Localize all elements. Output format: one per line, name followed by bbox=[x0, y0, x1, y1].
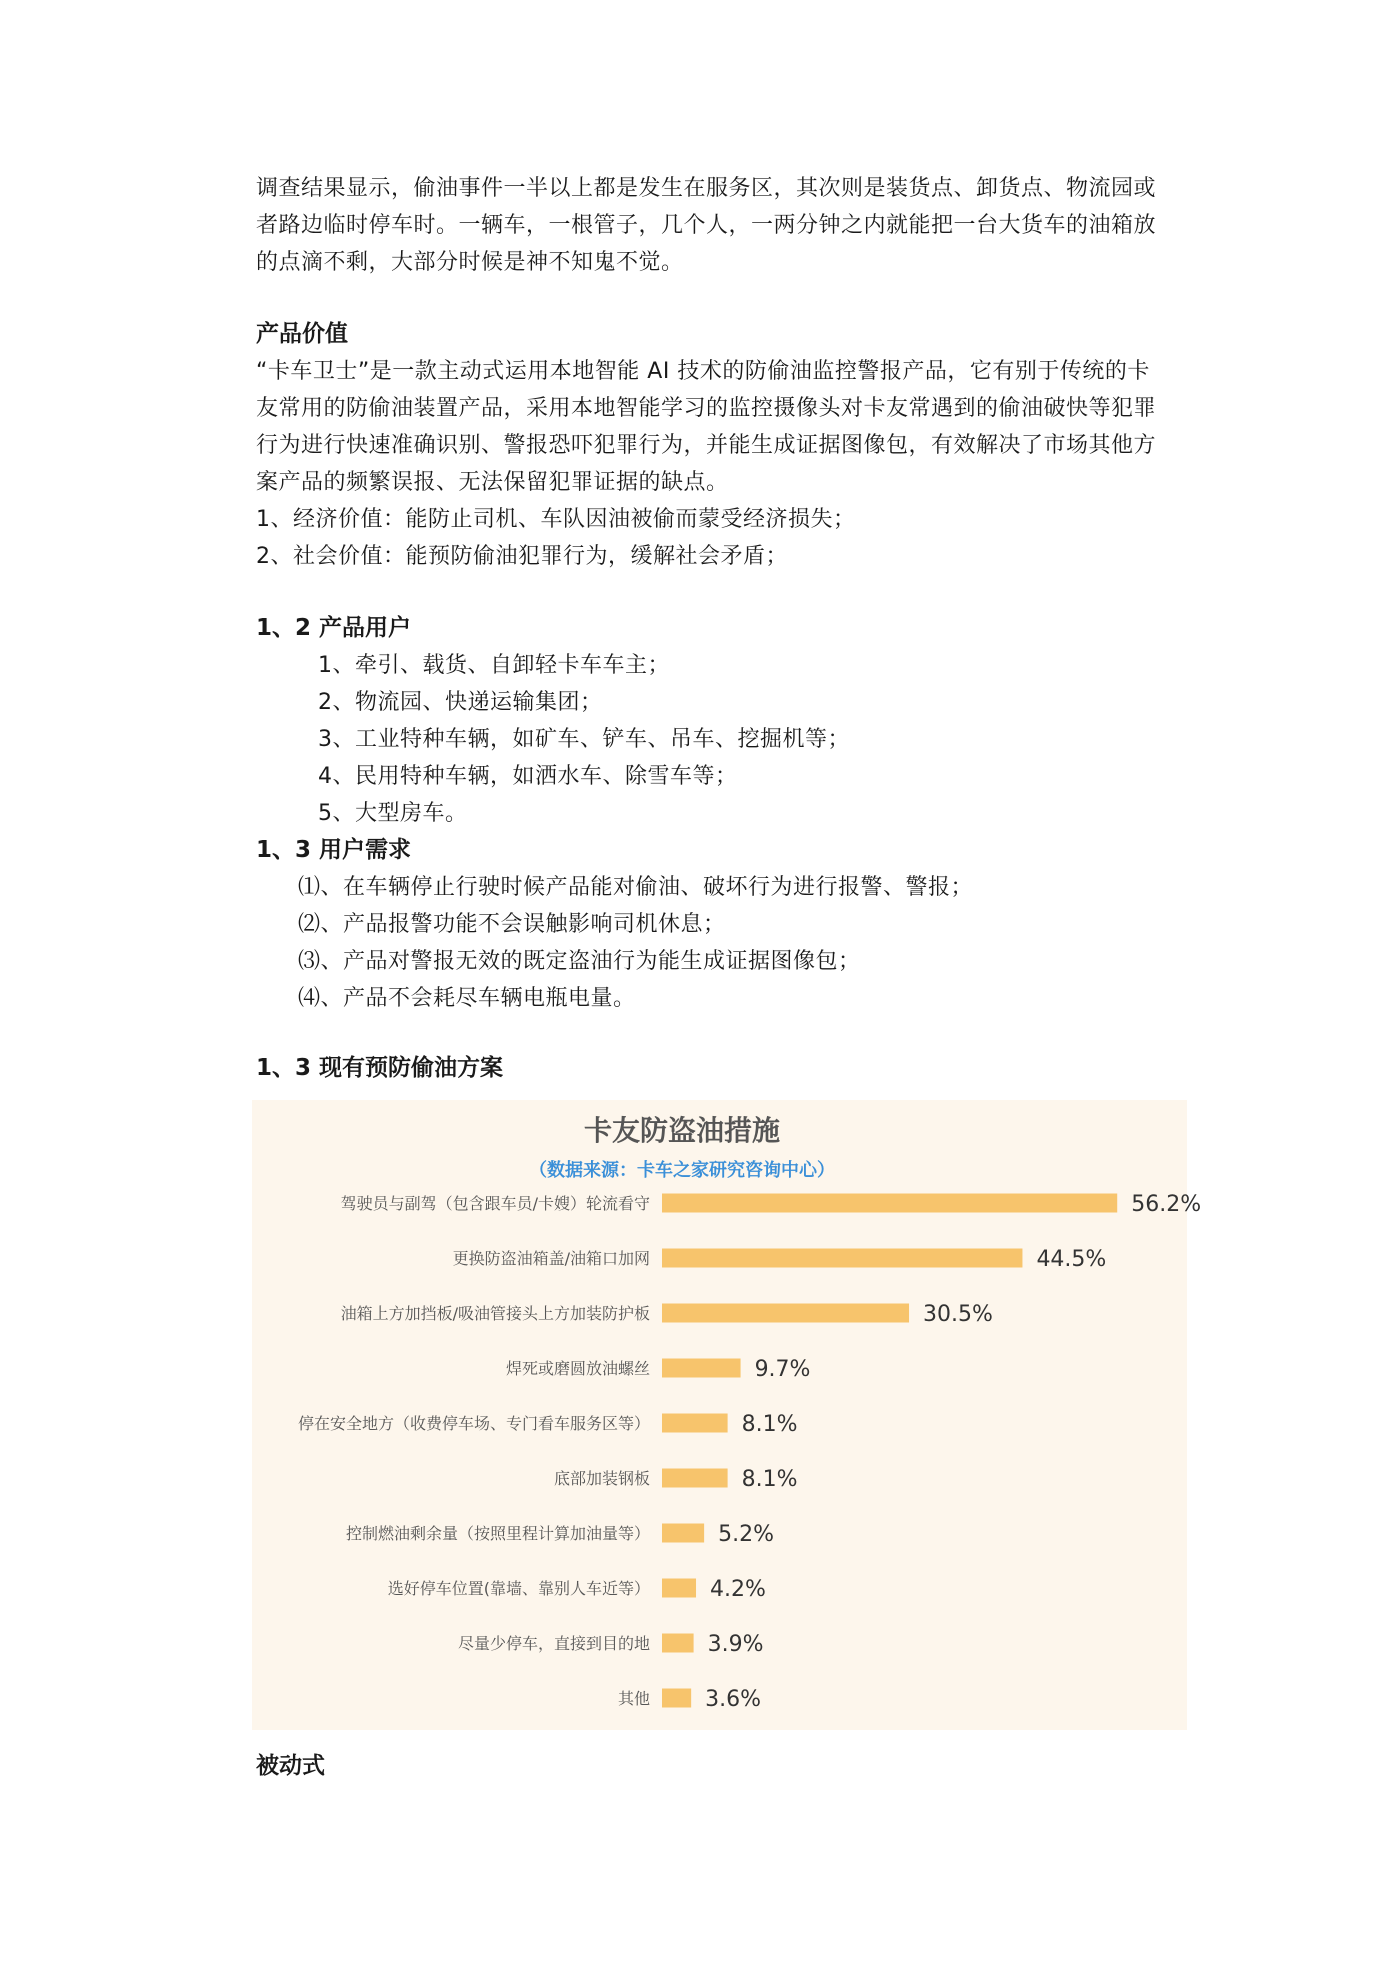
existing-solutions-section bbox=[256, 1050, 1196, 1087]
product-users-heading: 1、2 产品用户 bbox=[256, 615, 412, 641]
chart-bar bbox=[662, 1689, 691, 1708]
chart-category-label: 更换防盗油箱盖/油箱口加网 bbox=[452, 1249, 650, 1268]
chart-category-label: 选好停车位置(靠墙、靠别人车近等） bbox=[387, 1579, 650, 1598]
chart-title: 卡友防盗油措施 bbox=[583, 1114, 781, 1147]
value-line: 1、经济价值：能防止司机、车队因油被偷而蒙受经济损失； bbox=[256, 507, 856, 532]
chart-category-label: 控制燃油剩余量（按照里程计算加油量等） bbox=[345, 1524, 650, 1543]
chart-value-label: 5.2% bbox=[718, 1522, 775, 1547]
chart-bar bbox=[662, 1359, 741, 1378]
intro-line: 调查结果显示，偷油事件一半以上都是发生在服务区，其次则是装货点、卸货点、物流园或 bbox=[256, 176, 1157, 201]
chart-category-label: 焊死或磨圆放油螺丝 bbox=[505, 1359, 650, 1378]
value-line: 友常用的防偷油装置产品，采用本地智能学习的监控摄像头对卡友常遇到的偷油破快等犯罪 bbox=[256, 396, 1157, 421]
chart-bar bbox=[662, 1414, 728, 1433]
existing-solutions-heading: 1、3 现有预防偷油方案 bbox=[256, 1055, 504, 1081]
user-list-item: 4、民用特种车辆，如洒水车、除雪车等； bbox=[318, 764, 738, 789]
passive-section bbox=[256, 1748, 1196, 1785]
chart-category-label: 油箱上方加挡板/吸油管接头上方加装防护板 bbox=[340, 1304, 650, 1323]
value-line: “卡车卫士”是一款主动式运用本地智能 AI 技术的防偷油监控警报产品，它有别于传统的卡 bbox=[256, 359, 1150, 384]
user-list-item: 3、工业特种车辆，如矿车、铲车、吊车、挖掘机等； bbox=[318, 727, 850, 752]
value-line: 行为进行快速准确识别、警报恐吓犯罪行为，并能生成证据图像包，有效解决了市场其他方 bbox=[256, 433, 1157, 458]
product-value-heading: 产品价值 bbox=[256, 321, 348, 347]
need-list-item: ⑴、在车辆停止行驶时候产品能对偷油、破坏行为进行报警、警报； bbox=[298, 875, 974, 900]
user-list-item: 2、物流园、快递运输集团； bbox=[318, 690, 603, 715]
chart-value-label: 30.5% bbox=[923, 1302, 993, 1327]
bar-chart-svg bbox=[252, 1100, 1202, 1730]
chart-value-label: 9.7% bbox=[754, 1357, 811, 1382]
intro-line: 的点滴不剩，大部分时候是神不知鬼不觉。 bbox=[256, 250, 684, 275]
need-list-item: ⑷、产品不会耗尽车辆电瓶电量。 bbox=[298, 986, 636, 1011]
chart-category-label: 其他 bbox=[617, 1689, 650, 1708]
product-users-section bbox=[256, 610, 1196, 832]
user-list-item: 5、大型房车。 bbox=[318, 801, 468, 826]
chart-category-label: 停在安全地方（收费停车场、专门看车服务区等） bbox=[297, 1414, 650, 1433]
chart-bar bbox=[662, 1249, 1022, 1268]
chart-value-label: 8.1% bbox=[741, 1412, 798, 1437]
user-needs-section bbox=[256, 832, 1196, 1017]
chart-value-label: 56.2% bbox=[1131, 1192, 1202, 1217]
chart-category-label: 尽量少停车，直接到目的地 bbox=[457, 1634, 650, 1653]
intro-line: 者路边临时停车时。一辆车，一根管子，几个人，一两分钟之内就能把一台大货车的油箱放 bbox=[256, 213, 1157, 238]
chart-bars-group bbox=[298, 1192, 1201, 1712]
need-list-item: ⑶、产品对警报无效的既定盗油行为能生成证据图像包； bbox=[298, 949, 861, 974]
chart-bar bbox=[662, 1194, 1117, 1213]
user-list-item: 1、牵引、载货、自卸轻卡车车主； bbox=[318, 653, 670, 678]
chart-value-label: 3.6% bbox=[705, 1687, 762, 1712]
anti-theft-measures-chart bbox=[252, 1100, 1202, 1730]
chart-value-label: 4.2% bbox=[710, 1577, 766, 1602]
chart-subtitle: （数据来源：卡车之家研究咨询中心） bbox=[529, 1160, 835, 1181]
chart-value-label: 44.5% bbox=[1036, 1247, 1107, 1272]
chart-bar bbox=[662, 1524, 704, 1543]
chart-value-label: 8.1% bbox=[741, 1467, 798, 1492]
value-line: 案产品的频繁误报、无法保留犯罪证据的缺点。 bbox=[256, 470, 729, 495]
chart-bar bbox=[662, 1304, 909, 1323]
chart-category-label: 驾驶员与副驾（包含跟车员/卡嫂）轮流看守 bbox=[340, 1194, 650, 1213]
chart-category-label: 底部加装钢板 bbox=[553, 1469, 650, 1488]
chart-bar bbox=[662, 1579, 696, 1598]
need-list-item: ⑵、产品报警功能不会误触影响司机休息； bbox=[298, 912, 726, 937]
product-value-section bbox=[256, 316, 1196, 575]
intro-paragraph bbox=[256, 170, 1196, 281]
chart-bar bbox=[662, 1469, 728, 1488]
chart-bar bbox=[662, 1634, 694, 1653]
user-needs-heading: 1、3 用户需求 bbox=[256, 837, 412, 863]
value-line: 2、社会价值：能预防偷油犯罪行为，缓解社会矛盾； bbox=[256, 544, 788, 569]
passive-heading: 被动式 bbox=[256, 1753, 325, 1779]
chart-value-label: 3.9% bbox=[707, 1632, 764, 1657]
